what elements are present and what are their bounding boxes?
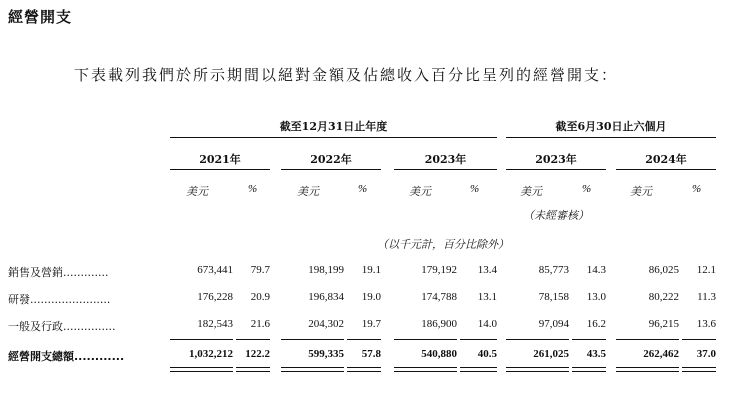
table-cell: 198,199 — [308, 264, 344, 276]
table-cell: 186,900 — [421, 318, 457, 330]
subtotal-rule — [281, 339, 344, 340]
pct-label: % — [692, 183, 702, 195]
total-cell: 262,462 — [643, 348, 679, 360]
units-note: （以千元計，百分比除外） — [377, 239, 509, 251]
total-cell: 57.8 — [361, 348, 381, 360]
table-cell: 12.1 — [696, 264, 716, 276]
total-cell: 40.5 — [477, 348, 497, 360]
subtotal-rule — [616, 339, 679, 340]
table-cell: 19.7 — [361, 318, 381, 330]
unit-label: 美元 — [630, 186, 652, 198]
subtotal-rule — [170, 339, 233, 340]
table-cell: 176,228 — [197, 291, 233, 303]
table-cell: 13.6 — [696, 318, 716, 330]
half-rule-2023 — [506, 169, 606, 170]
table-cell: 21.6 — [250, 318, 270, 330]
unit-label: 美元 — [297, 186, 319, 198]
table-cell: 13.0 — [586, 291, 606, 303]
subtotal-rule — [236, 339, 270, 340]
total-cell: 43.5 — [586, 348, 606, 360]
subtotal-rule — [394, 339, 457, 340]
table-cell: 196,834 — [308, 291, 344, 303]
total-cell: 1,032,212 — [189, 348, 233, 360]
total-double-rule — [281, 367, 344, 372]
unit-label: 美元 — [186, 186, 208, 198]
table-cell: 20.9 — [250, 291, 270, 303]
year-rule-2023 — [394, 169, 497, 170]
year-header-2023: 2023年 — [424, 153, 467, 166]
intro-paragraph: 下表載列我們於所示期間以絕對金額及佔總收入百分比呈列的經營開支： — [74, 66, 619, 84]
table-cell: 13.4 — [477, 264, 497, 276]
table-cell: 174,788 — [421, 291, 457, 303]
total-cell: 540,880 — [421, 348, 457, 360]
year-rule-2021 — [170, 169, 270, 170]
unaudited-note: （未經審核） — [523, 210, 589, 222]
total-label: 經營開支總額............ — [8, 350, 125, 363]
table-cell: 673,441 — [197, 264, 233, 276]
total-cell: 599,335 — [308, 348, 344, 360]
pct-label: % — [470, 183, 480, 195]
table-cell: 80,222 — [648, 291, 679, 303]
pct-label: % — [248, 183, 258, 195]
table-cell: 14.0 — [477, 318, 497, 330]
table-cell: 79.7 — [250, 264, 270, 276]
table-cell: 78,158 — [538, 291, 569, 303]
group-rule-half — [506, 137, 716, 138]
subtotal-rule — [682, 339, 716, 340]
subtotal-rule — [460, 339, 497, 340]
total-double-rule — [572, 367, 606, 372]
table-cell: 14.3 — [586, 264, 606, 276]
table-cell: 16.2 — [586, 318, 606, 330]
unit-label: 美元 — [520, 186, 542, 198]
half-header-2024: 2024年 — [645, 153, 687, 166]
total-double-rule — [236, 367, 270, 372]
row-label: 研發....................... — [8, 293, 111, 306]
row-label: 銷售及營銷............. — [8, 266, 109, 279]
total-double-rule — [394, 367, 457, 372]
total-double-rule — [616, 367, 679, 372]
year-rule-2022 — [281, 169, 381, 170]
subtotal-rule — [506, 339, 569, 340]
total-double-rule — [506, 367, 569, 372]
table-cell: 19.1 — [361, 264, 381, 276]
pct-label: % — [358, 183, 368, 195]
table-cell: 85,773 — [538, 264, 569, 276]
total-cell: 122.2 — [245, 348, 270, 360]
table-cell: 97,094 — [538, 318, 569, 330]
year-header-2021: 2021年 — [199, 153, 241, 166]
table-cell: 86,025 — [648, 264, 679, 276]
group-rule-year — [170, 137, 497, 138]
group-header-year: 截至12月31日止年度 — [279, 120, 388, 133]
subtotal-rule — [347, 339, 381, 340]
year-header-2022: 2022年 — [310, 153, 352, 166]
table-cell: 179,192 — [421, 264, 457, 276]
table-cell: 96,215 — [648, 318, 679, 330]
total-double-rule — [170, 367, 233, 372]
unit-label: 美元 — [409, 186, 431, 198]
total-cell: 37.0 — [696, 348, 716, 360]
total-double-rule — [460, 367, 497, 372]
pct-label: % — [582, 183, 592, 195]
table-cell: 204,302 — [308, 318, 344, 330]
section-heading: 經營開支 — [8, 8, 73, 26]
total-cell: 261,025 — [533, 348, 569, 360]
table-cell: 11.3 — [697, 291, 716, 303]
subtotal-rule — [572, 339, 606, 340]
total-double-rule — [682, 367, 716, 372]
row-label: 一般及行政............... — [8, 320, 116, 333]
half-rule-2024 — [616, 169, 716, 170]
group-header-half: 截至6月30日止六個月 — [555, 120, 667, 133]
half-header-2023: 2023年 — [535, 153, 577, 166]
table-cell: 19.0 — [361, 291, 381, 303]
table-cell: 13.1 — [477, 291, 497, 303]
table-cell: 182,543 — [197, 318, 233, 330]
total-double-rule — [347, 367, 381, 372]
